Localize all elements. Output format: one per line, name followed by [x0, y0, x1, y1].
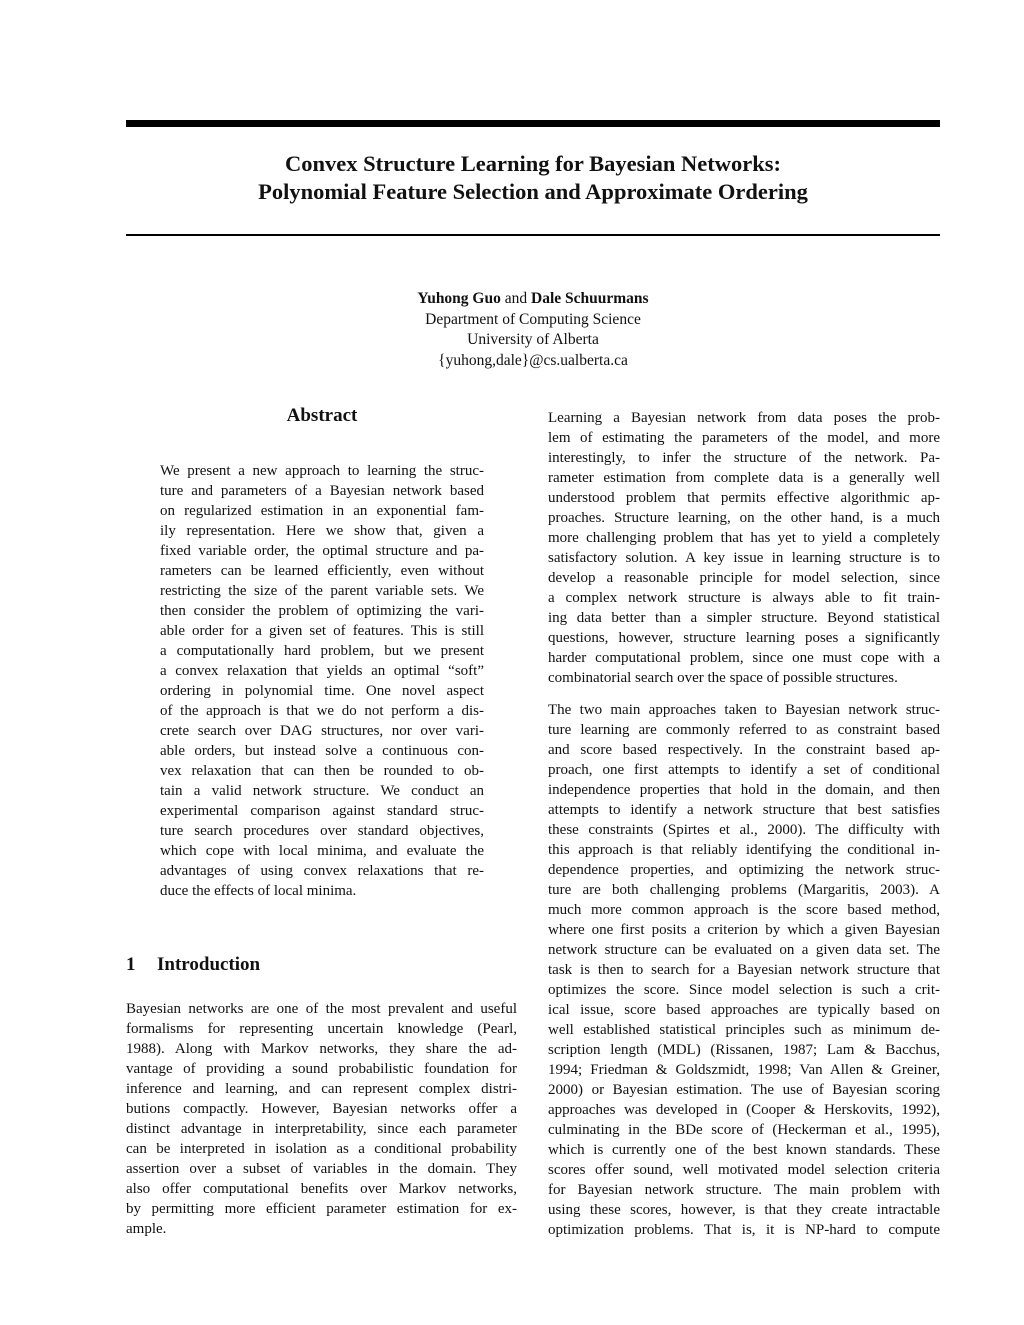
- abstract-line: which cope with local minima, and evaluate the: [160, 843, 484, 859]
- body-line: harder computational problem, since one must cope with a: [548, 650, 940, 666]
- body-line: and score based respectively. In the constraint based ap-: [548, 742, 940, 758]
- body-line: lem of estimating the parameters of the model, and more: [548, 430, 940, 446]
- abstract-line: rameters can be learned efficiently, even without: [160, 563, 484, 579]
- body-line: vantage of providing a sound probabilistic foundation for: [126, 1061, 517, 1077]
- body-line: where one first posits a criterion by which a given Bayesian: [548, 922, 940, 938]
- body-line: combinatorial search over the space of possible structures.: [548, 670, 898, 686]
- body-line: Learning a Bayesian network from data poses the prob-: [548, 410, 940, 426]
- abstract-line: on regularized estimation in an exponential fam-: [160, 503, 484, 519]
- body-line: optimizes the score. Since model selection is such a crit-: [548, 982, 940, 998]
- abstract-body: [160, 461, 484, 901]
- body-line: well established statistical principles such as minimum de-: [548, 1022, 940, 1038]
- abstract-line: We present a new approach to learning the struc-: [160, 463, 484, 479]
- right-paragraph-2: [548, 700, 940, 1240]
- body-line: Bayesian networks are one of the most prevalent and useful: [126, 1001, 517, 1017]
- author-email: {yuhong,dale}@cs.ualberta.ca: [438, 351, 628, 369]
- right-paragraph-1: [548, 408, 940, 688]
- author-block: [330, 289, 736, 371]
- author-1: Yuhong Guo: [417, 290, 501, 307]
- body-line: more challenging problem that has yet to yield a completely: [548, 530, 940, 546]
- body-line: a complex network structure is always able to fit train-: [548, 590, 940, 606]
- abstract-heading: Abstract: [286, 405, 358, 426]
- abstract-line: crete search over DAG structures, nor over vari-: [160, 723, 484, 739]
- abstract-line: ordering in polynomial time. One novel aspect: [160, 683, 484, 699]
- body-line: much more common approach is the score based method,: [548, 902, 940, 918]
- author-department: Department of Computing Science: [425, 310, 641, 328]
- abstract-line: ture search procedures over standard objectives,: [160, 823, 484, 839]
- body-line: scription length (MDL) (Rissanen, 1987; Lam & Bacchus,: [548, 1042, 940, 1058]
- abstract-line: able order for a given set of features. This is still: [160, 623, 484, 639]
- body-line: understood problem that permits effective algorithmic ap-: [548, 490, 940, 506]
- title-line-2: Polynomial Feature Selection and Approximate Ordering: [258, 179, 808, 204]
- section-title: Introduction: [157, 954, 261, 975]
- abstract-line: experimental comparison against standard struc-: [160, 803, 484, 819]
- abstract-line: fixed variable order, the optimal structure and pa-: [160, 543, 484, 559]
- body-line: butions compactly. However, Bayesian networks offer a: [126, 1101, 517, 1117]
- body-line: network structure can be evaluated on a given data set. The: [548, 942, 940, 958]
- body-line: ical issue, score based approaches are typically based on: [548, 1002, 940, 1018]
- abstract-line: of the approach is that we do not perform a dis-: [160, 703, 484, 719]
- body-line: dependence properties, and optimizing the network struc-: [548, 862, 940, 878]
- section-number: 1: [126, 954, 136, 975]
- body-line: scores offer sound, well motivated model selection criteria: [548, 1162, 940, 1178]
- abstract-line: able orders, but instead solve a continuous con-: [160, 743, 484, 759]
- abstract-line: tain a valid network structure. We conduct an: [160, 783, 484, 799]
- body-line: these constraints (Spirtes et al., 2000). The difficulty with: [548, 822, 940, 838]
- body-line: using these scores, however, is that they create intractable: [548, 1202, 940, 1218]
- title-line-1: Convex Structure Learning for Bayesian Networks:: [284, 151, 781, 176]
- right-column: [548, 408, 940, 1240]
- body-line: independence properties that hold in the domain, and then: [548, 782, 940, 798]
- paragraph-gap: [548, 688, 940, 700]
- body-line: distinct advantage in interpretability, since each parameter: [126, 1121, 517, 1137]
- body-line: rameter estimation from complete data is a generally well: [548, 470, 940, 486]
- paper-title: [126, 150, 940, 206]
- abstract-line: restricting the size of the parent variable sets. We: [160, 583, 484, 599]
- body-line: interestingly, to infer the structure of the network. Pa-: [548, 450, 940, 466]
- title-top-rule: [126, 120, 940, 127]
- abstract-line: ily representation. Here we show that, given a: [160, 523, 484, 539]
- author-university: University of Alberta: [467, 331, 599, 348]
- body-line: ture learning are commonly referred to as constraint based: [548, 722, 940, 738]
- body-line: can be interpreted in isolation as a conditional probability: [126, 1141, 517, 1157]
- title-bottom-rule: [126, 234, 940, 236]
- body-line: ing data better than a simpler structure. Beyond statistical: [548, 610, 940, 626]
- body-line: approaches was developed in (Cooper & Herskovits, 1992),: [548, 1102, 940, 1118]
- body-line: 1994; Friedman & Goldszmidt, 1998; Van Allen & Greiner,: [548, 1062, 940, 1078]
- body-line: for Bayesian network structure. The main problem with: [548, 1182, 940, 1198]
- body-line: formalisms for representing uncertain knowledge (Pearl,: [126, 1021, 517, 1037]
- body-line: 1988). Along with Markov networks, they share the ad-: [126, 1041, 517, 1057]
- abstract-line: a computationally hard problem, but we present: [160, 643, 484, 659]
- body-line: assertion over a subset of variables in the domain. They: [126, 1161, 517, 1177]
- body-line: inference and learning, and can represent complex distri-: [126, 1081, 517, 1097]
- abstract-line: a convex relaxation that yields an optimal “soft”: [160, 663, 484, 679]
- body-line: ample.: [126, 1221, 167, 1237]
- abstract-line: ture and parameters of a Bayesian network based: [160, 483, 484, 499]
- body-line: culminating in the BDe score of (Heckerman et al., 1995),: [548, 1122, 940, 1138]
- body-line: by permitting more efficient parameter estimation for ex-: [126, 1201, 517, 1217]
- abstract-line: vex relaxation that can then be rounded to ob-: [160, 763, 484, 779]
- body-line: satisfactory solution. A key issue in learning structure is to: [548, 550, 940, 566]
- body-line: ture are both challenging problems (Margaritis, 2003). A: [548, 882, 940, 898]
- abstract-line: advantages of using convex relaxations that re-: [160, 863, 484, 879]
- body-line: this approach is that reliably identifying the conditional in-: [548, 842, 940, 858]
- author-2: Dale Schuurmans: [531, 290, 649, 307]
- body-line: which is currently one of the best known standards. These: [548, 1142, 940, 1158]
- abstract-line: then consider the problem of optimizing the vari-: [160, 603, 484, 619]
- body-line: 2000) or Bayesian estimation. The use of Bayesian scoring: [548, 1082, 940, 1098]
- body-line: also offer computational benefits over Markov networks,: [126, 1181, 517, 1197]
- author-names: [330, 289, 736, 310]
- body-line: develop a reasonable principle for model selection, since: [548, 570, 940, 586]
- body-line: task is then to search for a Bayesian network structure that: [548, 962, 940, 978]
- section-heading-introduction: [126, 953, 516, 977]
- body-line: proach, one first attempts to identify a set of conditional: [548, 762, 940, 778]
- body-line: optimization problems. That is, it is NP-hard to compute: [548, 1222, 940, 1238]
- body-line: questions, however, structure learning poses a significantly: [548, 630, 940, 646]
- body-line: The two main approaches taken to Bayesian network struc-: [548, 702, 940, 718]
- author-conjunction: and: [504, 290, 528, 307]
- body-line: proaches. Structure learning, on the other hand, is a much: [548, 510, 940, 526]
- body-line: attempts to identify a network structure that best satisfies: [548, 802, 940, 818]
- introduction-left-paragraph: [126, 999, 517, 1239]
- abstract-line: duce the effects of local minima.: [160, 883, 357, 899]
